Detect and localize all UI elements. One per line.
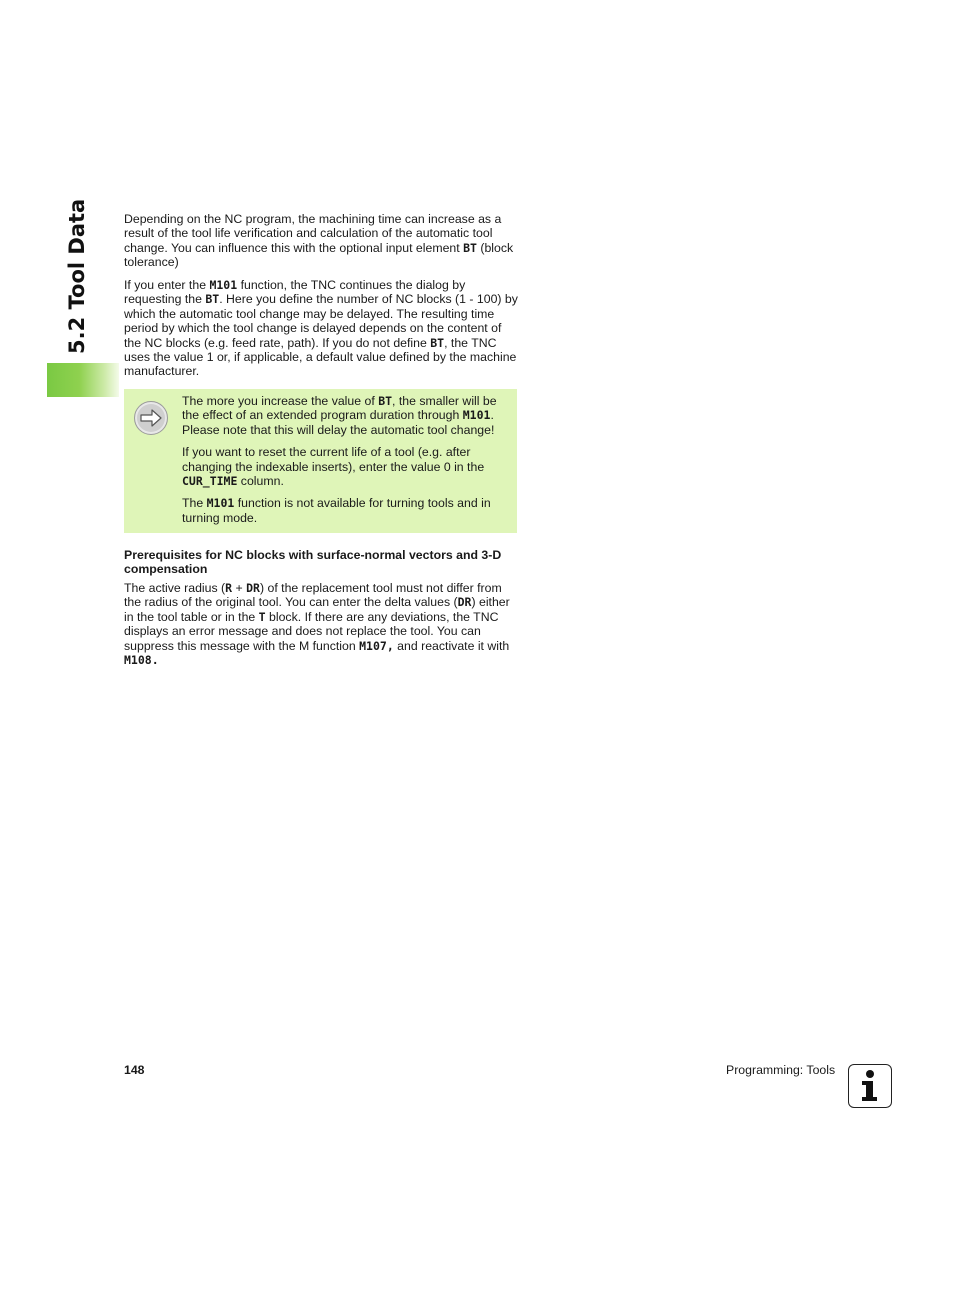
- text: ) of the replacement tool must not differ from the radius of the original tool. You can enter the delta values (: [124, 581, 502, 610]
- text: , the TNC uses the value 1 or, if applicable, a default value defined by the machine manufacturer.: [124, 335, 517, 379]
- code-bt: BT: [378, 394, 393, 408]
- page-number: 148: [124, 1063, 145, 1077]
- text: (block tolerance): [124, 240, 514, 270]
- info-icon: [848, 1064, 892, 1108]
- text: The active radius (: [124, 581, 226, 595]
- note-box: [124, 389, 517, 533]
- note-content: [182, 394, 512, 533]
- chapter-tab-marker: [47, 363, 119, 397]
- code-m101: M101: [462, 408, 491, 423]
- text: The more you increase the value of: [182, 394, 379, 408]
- code-cur-time: CUR_TIME: [182, 474, 238, 489]
- paragraph-radius: [124, 581, 518, 667]
- text: block. If there are any deviations, the TNC displays an error message and does not replace the tool. You can suppress this message with the M function: [124, 609, 499, 653]
- text: . Please note that this will delay the automatic tool change!: [182, 408, 495, 437]
- note-item: [182, 394, 512, 437]
- code-m101: M101: [209, 278, 238, 292]
- text: column.: [237, 474, 284, 489]
- text: , the smaller will be the effect of an extended program duration through: [182, 394, 497, 423]
- code-t: T: [258, 609, 266, 624]
- note-item: [182, 445, 512, 488]
- code-m107: M107,: [359, 638, 394, 653]
- chapter-title: Programming: Tools: [726, 1063, 836, 1077]
- code-dr: DR: [246, 581, 260, 595]
- chapter-side-title: 5.2 Tool Data: [65, 198, 89, 354]
- code-r: R: [225, 581, 233, 595]
- text: . Here you define the number of NC blocks (1 - 100) by which the automatic tool change may be delayed. The resulting time period by which the tool change is delayed depends on the content of the NC blocks (e.g. feed rate, path). If you do not define: [124, 292, 518, 350]
- text: The: [182, 496, 207, 511]
- text: function is not available for turning tools and in turning mode.: [182, 496, 491, 525]
- code-m101: M101: [206, 496, 235, 511]
- code-bt: BT: [430, 335, 445, 350]
- text: function, the TNC continues the dialog by requesting the: [124, 278, 466, 307]
- code-m108: M108.: [124, 653, 159, 668]
- code-dr: DR: [457, 595, 472, 610]
- section-heading: Prerequisites for NC blocks with surface-normal vectors and 3-D compensation: [124, 548, 502, 577]
- text: and reactivate it with: [393, 638, 510, 653]
- paragraph-m101: [124, 278, 518, 379]
- text: If you enter the: [124, 278, 210, 292]
- paragraph-tool-life: [124, 212, 518, 270]
- text: If you want to reset the current life of a tool (e.g. after changing the indexable inserts), enter the value 0 in the: [182, 445, 485, 474]
- text: ) either in the tool table or in the: [124, 595, 510, 624]
- code-bt: BT: [205, 292, 220, 307]
- text: +: [232, 581, 247, 595]
- note-item: [182, 496, 512, 525]
- code-bt: BT: [463, 240, 477, 255]
- text: Depending on the NC program, the machining time can increase as a result of the tool life verification and calculation of the automatic tool change. You can influence this with the optional input element: [124, 212, 502, 255]
- arrow-right-icon: [134, 401, 168, 435]
